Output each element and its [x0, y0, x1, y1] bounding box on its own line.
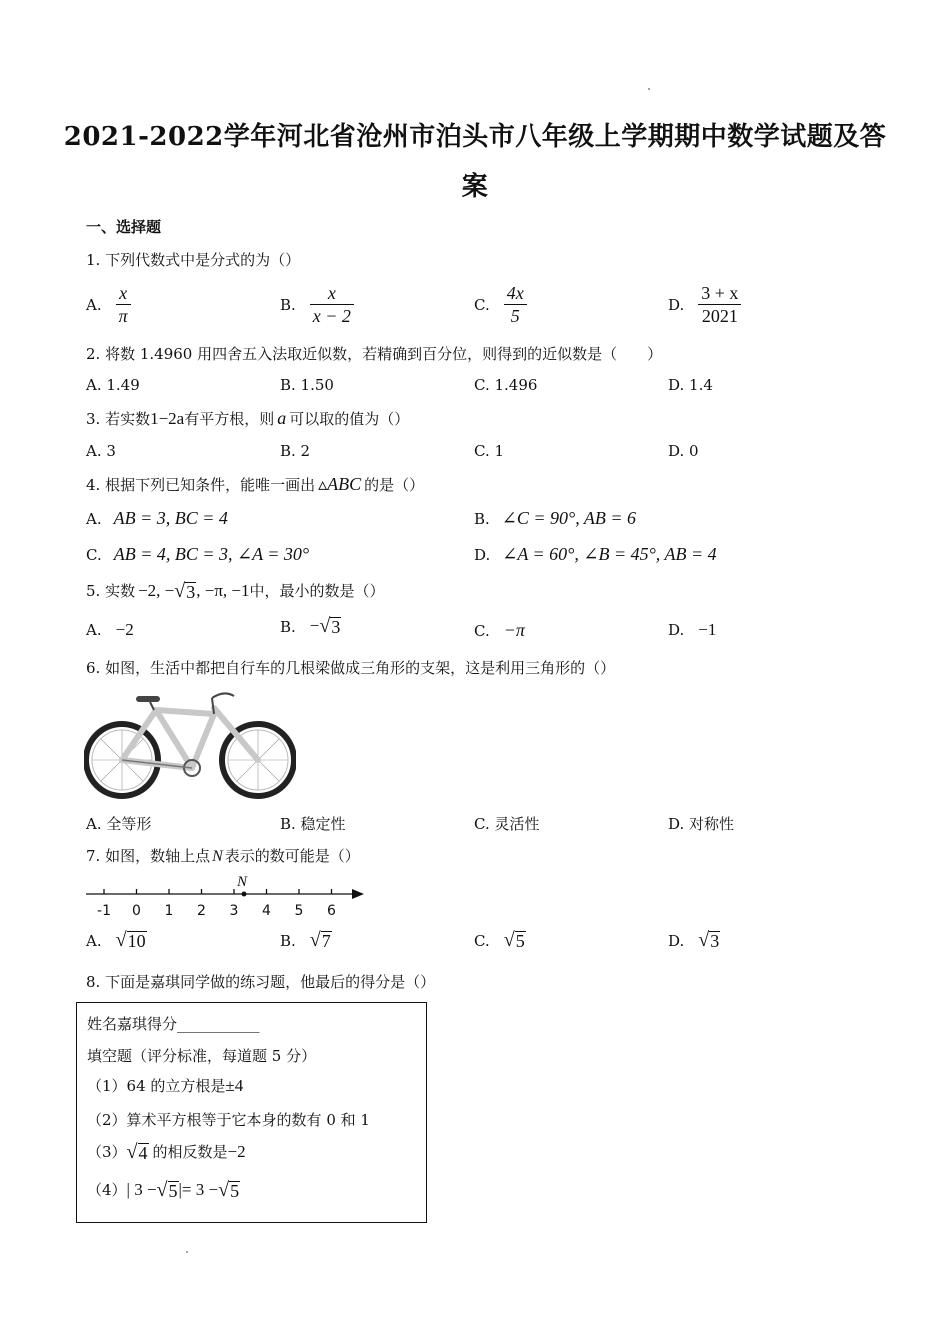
q5-stem-post: 中，最小的数是（） — [249, 582, 385, 600]
option-label: D. — [668, 295, 685, 314]
numerator: x — [119, 283, 128, 303]
q1-stem: 1. 下列代数式中是分式的为（） — [86, 251, 301, 269]
option-label: C. — [474, 295, 490, 314]
q4-option-c — [86, 544, 309, 565]
item-text: 的相反数是 — [152, 1143, 228, 1161]
radicand: 5 — [230, 1181, 240, 1201]
sqrt-expression: √ 5 — [156, 1179, 178, 1201]
box-item-3 — [87, 1141, 246, 1162]
q5-list-b: , −π, −1 — [196, 581, 250, 600]
q4-stem — [86, 474, 424, 495]
option-text: ∠C = 90°, AB = 6 — [501, 508, 637, 528]
sqrt-expression: √ 3 — [174, 580, 196, 602]
radicand: 3 — [710, 931, 720, 951]
q7-option-d — [668, 930, 720, 950]
axis-tick-label: 6 — [327, 903, 336, 919]
radicand: 10 — [127, 931, 146, 951]
point-n — [242, 892, 247, 897]
q3-stem-pre: 3. 若实数 — [86, 410, 151, 428]
fraction — [504, 282, 527, 327]
q6-option-c: C. 灵活性 — [474, 815, 540, 833]
sqrt-expression: √ 5 — [218, 1179, 240, 1201]
fraction — [310, 282, 354, 327]
fraction — [698, 282, 741, 327]
sqrt-expression: √ 10 — [115, 929, 146, 951]
q7-variable: N — [212, 848, 223, 865]
sqrt-expression: √ 5 — [503, 929, 525, 951]
denominator: π — [118, 306, 128, 326]
q2-option-c: C. 1.496 — [474, 376, 538, 394]
q3-stem — [86, 408, 409, 429]
q4-stem-pre: 4. 根据下列已知条件，能唯一画出 — [86, 476, 316, 494]
q3-expression: 1−2a — [150, 409, 185, 428]
q7-stem-post: 表示的数可能是（） — [224, 847, 360, 865]
q5-option-c — [474, 620, 525, 641]
q5-stem-pre: 5. 实数 — [86, 582, 136, 600]
option-label: A. — [86, 621, 102, 639]
axis-tick-label: 5 — [294, 903, 304, 919]
numerator: 4x — [506, 283, 524, 303]
minus-sign: − — [309, 616, 320, 635]
axis-tick-label: -1 — [97, 903, 111, 919]
option-label: B. — [474, 510, 490, 528]
point-n-label: N — [237, 874, 248, 890]
q2-option-a: A. 1.49 — [86, 376, 140, 394]
option-text: AB = 4, BC = 3, ∠A = 30° — [113, 544, 310, 564]
radicand: 3 — [331, 617, 341, 637]
answer-sheet-box — [76, 1002, 427, 1223]
triangle-abc: ▵ABC — [318, 474, 362, 494]
item-math: −2 — [227, 1142, 246, 1161]
q3-stem-post: 可以取的值为（） — [289, 410, 410, 428]
number-line — [84, 870, 374, 922]
option-label: B. — [280, 295, 296, 314]
option-label: D. — [474, 546, 491, 564]
radicand: 5 — [168, 1181, 178, 1201]
item-text: （1）64 的立方根是 — [87, 1077, 226, 1095]
box-item-1 — [87, 1075, 243, 1096]
q5-option-a — [86, 620, 134, 640]
numerator: x — [327, 283, 336, 303]
q1-option-c — [474, 282, 527, 327]
q4-stem-post: 的是（） — [364, 476, 425, 494]
option-label: B. — [280, 618, 296, 636]
q7-stem — [86, 845, 360, 866]
box-item-4 — [87, 1179, 240, 1200]
option-label: C. — [86, 546, 102, 564]
q5-stem — [86, 580, 385, 601]
q2-option-b: B. 1.50 — [280, 376, 334, 394]
q6-option-d: D. 对称性 — [668, 815, 735, 833]
option-text: −2 — [115, 620, 134, 639]
q2-stem: 2. 将数 1.4960 用四舍五入法取近似数，若精确到百分位，则得到的近似数是（ ） — [86, 345, 663, 363]
radicand: 7 — [321, 931, 331, 951]
q7-stem-pre: 7. 如图，数轴上点 — [86, 847, 211, 865]
stray-dot — [186, 1251, 188, 1253]
axis-tick-label: 3 — [229, 903, 239, 919]
sqrt-expression: √ 4 — [126, 1141, 148, 1163]
q3-option-b: B. 2 — [280, 442, 311, 460]
sqrt-expression: √ 3 — [698, 929, 720, 951]
option-label: D. — [668, 932, 685, 950]
denominator: x − 2 — [312, 306, 351, 326]
fraction — [116, 282, 131, 327]
q3-option-c: C. 1 — [474, 442, 505, 460]
axis-tick-label: 2 — [197, 903, 206, 919]
box-heading: 填空题（评分标准，每道题 5 分） — [87, 1047, 317, 1065]
q7-option-c — [474, 930, 526, 950]
option-text: ∠A = 60°, ∠B = 45°, AB = 4 — [502, 544, 717, 564]
option-label: B. — [280, 932, 296, 950]
bicycle-image — [84, 688, 296, 802]
q3-stem-mid: 有平方根，则 — [184, 410, 275, 428]
item-math: |= 3 − — [178, 1180, 219, 1199]
option-label: A. — [86, 510, 102, 528]
option-text: −1 — [698, 620, 717, 639]
option-text: AB = 3, BC = 4 — [113, 508, 228, 528]
radicand: 4 — [138, 1143, 148, 1163]
q6-stem: 6. 如图，生活中都把自行车的几根梁做成三角形的支架，这是利用三角形的（） — [86, 659, 616, 677]
q3-variable: a — [277, 408, 287, 428]
q7-option-b — [280, 930, 332, 950]
option-label: A. — [86, 932, 102, 950]
option-label: D. — [668, 621, 685, 639]
sqrt-expression: √ 3 — [319, 615, 341, 637]
option-label: C. — [474, 932, 490, 950]
sqrt-expression: √ 7 — [309, 929, 331, 951]
denominator: 5 — [510, 306, 520, 326]
axis-tick-label: 0 — [132, 903, 141, 919]
section-heading: 一、选择题 — [86, 218, 162, 236]
item-text: （3） — [87, 1143, 127, 1161]
q1-option-d — [668, 282, 741, 327]
q3-option-a: A. 3 — [86, 442, 116, 460]
q1-option-b — [280, 282, 354, 327]
q3-option-d: D. 0 — [668, 442, 699, 460]
axis-tick-label: 1 — [164, 903, 174, 919]
q1-option-a — [86, 282, 131, 327]
option-label: C. — [474, 622, 490, 640]
page-title: 2021-2022学年河北省沧州市泊头市八年级上学期期中数学试题及答 — [63, 122, 887, 152]
stray-dot — [648, 88, 650, 90]
axis-tick-label: 4 — [262, 903, 271, 919]
q6-option-a: A. 全等形 — [86, 815, 152, 833]
item-math: ±4 — [225, 1076, 244, 1095]
denominator: 2021 — [701, 306, 738, 326]
q4-option-a — [86, 508, 228, 529]
page-title-continued: 案 — [461, 172, 489, 202]
q2-option-d: D. 1.4 — [668, 376, 713, 394]
option-label: A. — [86, 295, 102, 314]
item-math: | 3 − — [126, 1180, 157, 1199]
radicand: 3 — [186, 582, 196, 602]
numerator: 3 + x — [701, 283, 739, 303]
radicand: 5 — [515, 931, 525, 951]
q4-option-d — [474, 544, 717, 565]
q6-option-b: B. 稳定性 — [280, 815, 346, 833]
q5-option-b — [280, 616, 341, 636]
q8-stem: 8. 下面是嘉琪同学做的练习题，他最后的得分是（） — [86, 973, 436, 991]
item-text: （4） — [87, 1181, 127, 1199]
q5-option-d — [668, 620, 716, 640]
q7-option-a — [86, 930, 147, 950]
option-text: −π — [503, 620, 525, 640]
q5-list-a: −2, − — [138, 581, 175, 600]
box-name-line: 姓名嘉琪得分___________ — [87, 1015, 260, 1033]
box-item-2: （2）算术平方根等于它本身的数有 0 和 1 — [87, 1111, 370, 1129]
q4-option-b — [474, 508, 636, 529]
